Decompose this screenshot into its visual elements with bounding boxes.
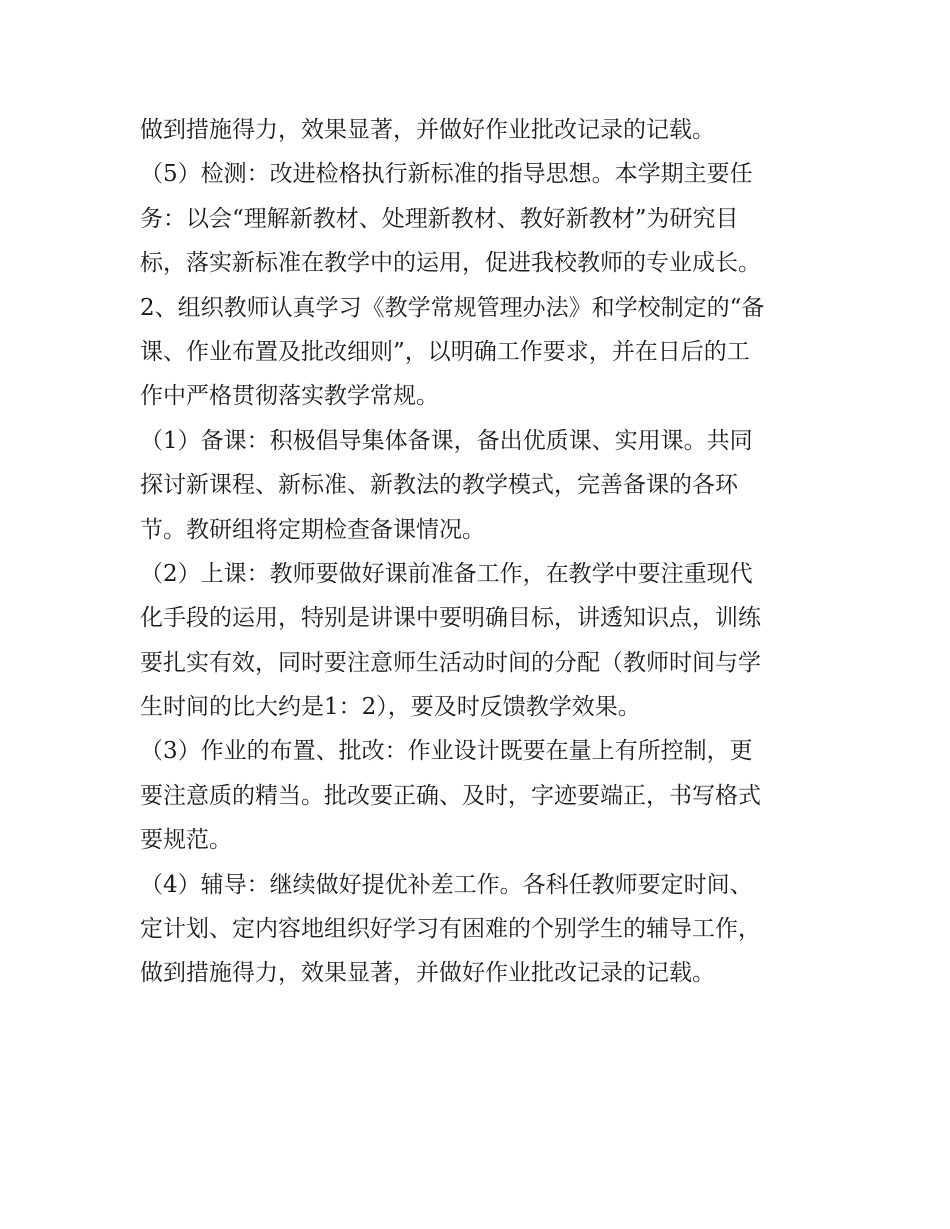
text-line: 标，落实新标准在教学中的运用，促进我校教师的专业成长。 [140,250,761,277]
text-line: 做到措施得力，效果显著，并做好作业批改记录的记载。 [140,960,715,987]
text-line: 课、作业布置及批改细则”，以明确工作要求，并在日后的工 [140,338,750,365]
text-line: 化手段的运用，特别是讲课中要明确目标，讲透知识点，训练 [140,605,761,632]
text-line: 要扎实有效，同时要注意师生活动时间的分配（教师时间与学 [140,649,761,676]
text-line: 作中严格贯彻落实教学常规。 [140,383,439,410]
text-line: 节。教研组将定期检查备课情况。 [140,516,485,543]
text-line: 做到措施得力，效果显著，并做好作业批改记录的记载。 [140,117,715,143]
text-line: （5）检测：改进检格执行新标准的指导思想。本学期主要任 [140,161,753,188]
text-line: 2、组织教师认真学习《教学常规管理办法》和学校制定的“备 [140,294,765,321]
text-line: 务：以会“理解新教材、处理新教材、教好新教材”为研究目 [140,205,739,232]
document-body [140,108,820,996]
text-line: 定计划、定内容地组织好学习有困难的个别学生的辅导工作， [140,916,761,943]
text-line: （2）上课：教师要做好课前准备工作，在教学中要注重现代 [140,560,753,587]
text-line: （4）辅导：继续做好提优补差工作。各科任教师要定时间、 [140,871,753,898]
text-line: 要规范。 [140,827,232,854]
text-line: （3）作业的布置、批改：作业设计既要在量上有所控制，更 [140,738,753,765]
text-line: （1）备课：积极倡导集体备课，备出优质课、实用课。共同 [140,427,753,454]
text-line: 生时间的比大约是1：2），要及时反馈教学效果。 [140,694,641,721]
text-line: 要注意质的精当。批改要正确、及时，字迹要端正，书写格式 [140,782,761,809]
text-line: 探讨新课程、新标准、新教法的教学模式，完善备课的各环 [140,472,738,499]
